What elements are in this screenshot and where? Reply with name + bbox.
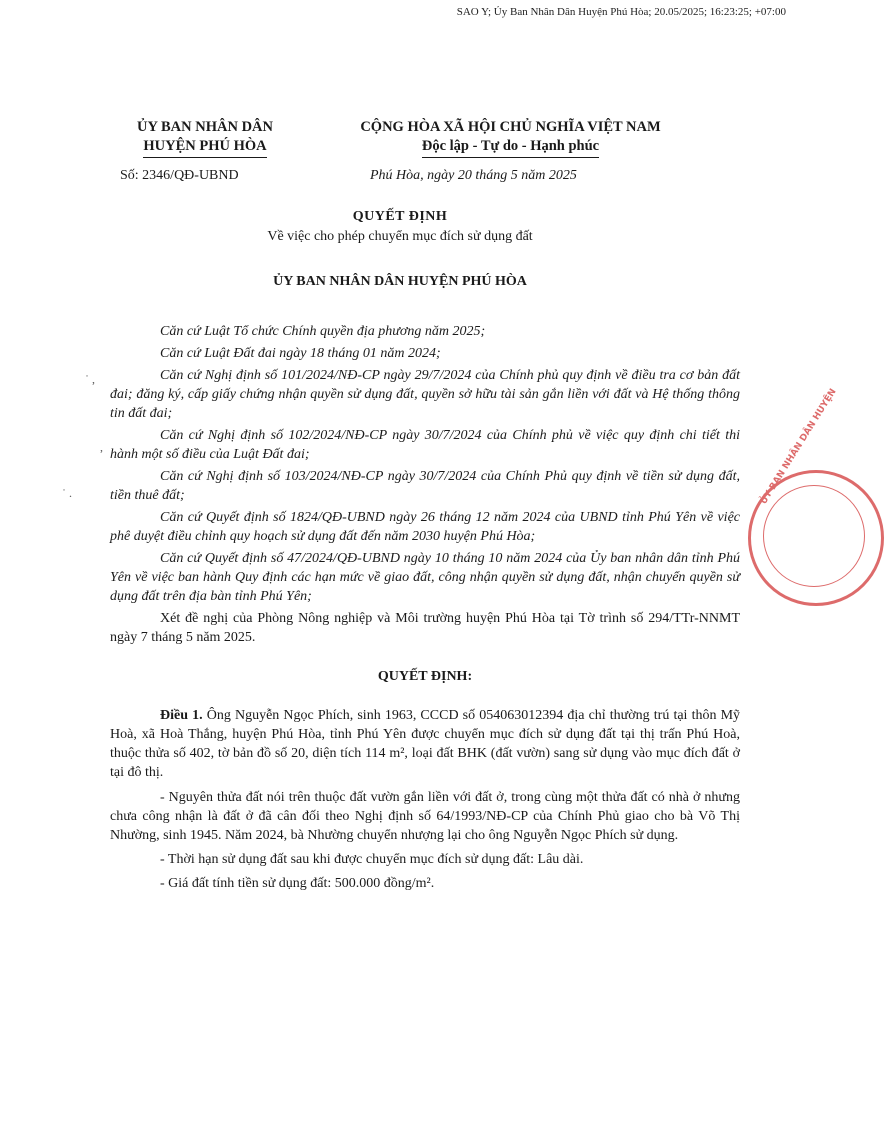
issuing-authority: ỦY BAN NHÂN DÂN HUYỆN PHÚ HÒA: [273, 274, 527, 289]
national-title: [318, 118, 703, 158]
article-bullet: - Thời hạn sử dụng đất sau khi được chuyển mục đích sử dụng đất: Lâu dài.: [160, 852, 584, 867]
legal-basis: Căn cứ Luật Đất đai ngày 18 tháng 01 năm 2024;: [160, 346, 441, 361]
document-number: Số: 2346/QĐ-UBND: [120, 168, 239, 183]
place-date: Phú Hòa, ngày 20 tháng 5 năm 2025: [370, 168, 577, 183]
document-title: QUYẾT ĐỊNH: [352, 209, 448, 224]
article-1-text: Ông Nguyễn Ngọc Phích, sinh 1963, CCCD số 054063012394 địa chỉ thường trú tại thôn Mỹ Hoà, xã Hoà Thắng, huyện Phú Hòa, tỉnh Phú Yên được chuyển mục đích sử dụng đất tại thị trấn Phú Hoà, thuộc thửa số 402, tờ bản đồ số 20, diện tích 114 m², loại đất BHK (đất vườn) sang sử dụng vào mục đích đất ở tại đô thị.: [110, 708, 741, 780]
org-line-2: HUYỆN PHÚ HÒA: [143, 137, 266, 158]
document-subtitle: Về việc cho phép chuyển mục đích sử dụng đất: [267, 229, 533, 244]
seal-text: ỦY BAN NHÂN DÂN HUYỆN: [759, 387, 839, 507]
red-official-seal: [748, 387, 884, 606]
document-body: [110, 322, 740, 898]
country-name: CỘNG HÒA XÃ HỘI CHỦ NGHĨA VIỆT NAM: [360, 119, 661, 135]
issuing-organization: [105, 118, 305, 158]
margin-mark: ˙ .: [62, 486, 72, 500]
article-1-label: Điều 1.: [160, 708, 203, 723]
org-line-1: ỦY BAN NHÂN DÂN: [136, 119, 273, 135]
digital-copy-stamp: SAO Y; Ủy Ban Nhân Dân Huyện Phú Hòa; 20.05/2025; 16:23:25; +07:00: [456, 6, 786, 18]
article-bullet: - Nguyên thửa đất nói trên thuộc đất vườn gắn liền với đất ở, trong cùng một thửa đất có nhà ở nhưng chưa công nhận là đất ở đã cân đối theo Nghị định số 64/1993/NĐ-CP của Chính Phủ giao cho bà Võ Thị Nhường, sinh 1945. Năm 2024, bà Nhường chuyển nhượng lại cho ông Nguyễn Ngọc Phích sử dụng.: [110, 790, 740, 843]
decision-heading: QUYẾT ĐỊNH:: [377, 669, 473, 684]
legal-basis: Căn cứ Nghị định số 102/2024/NĐ-CP ngày 30/7/2024 của Chính phủ về việc quy định chi tiết thi hành một số điều của Luật Đất đai;: [110, 428, 740, 462]
legal-basis: Căn cứ Nghị định số 101/2024/NĐ-CP ngày 29/7/2024 của Chính phủ quy định về điều tra cơ bản đất đai; đăng ký, cấp giấy chứng nhận quyền sử dụng đất, quyền sở hữu tài sản gắn liền với đất và Hệ thống thông tin đất đai;: [110, 368, 740, 421]
margin-mark: ,: [100, 440, 103, 454]
article-1: [110, 706, 740, 782]
article-bullet: - Giá đất tính tiền sử dụng đất: 500.000 đồng/m².: [160, 876, 435, 891]
legal-basis: Căn cứ Nghị định số 103/2024/NĐ-CP ngày 30/7/2024 của Chính Phủ quy định về tiền sử dụng đất, tiền thuê đất;: [110, 469, 740, 503]
national-motto: Độc lập - Tự do - Hạnh phúc: [422, 137, 599, 158]
margin-mark: ˙ ,: [85, 372, 95, 386]
legal-basis: Căn cứ Quyết định số 47/2024/QĐ-UBND ngày 10 tháng 10 năm 2024 của Ủy ban nhân dân tỉnh Phú Yên về việc ban hành Quy định các hạn mức về giao đất, công nhận quyền sử dụng đất, nhận chuyển quyền sử dụng đất trên địa bàn tỉnh Phú Yên;: [110, 551, 740, 604]
proposal-paragraph: Xét đề nghị của Phòng Nông nghiệp và Môi trường huyện Phú Hòa tại Tờ trình số 294/TTr-NNMT ngày 7 tháng 5 năm 2025.: [110, 611, 740, 645]
legal-basis: Căn cứ Luật Tổ chức Chính quyền địa phương năm 2025;: [160, 324, 486, 339]
legal-basis: Căn cứ Quyết định số 1824/QĐ-UBND ngày 26 tháng 12 năm 2024 của UBND tỉnh Phú Yên về việc phê duyệt điều chỉnh quy hoạch sử dụng đất đến năm 2030 huyện Phú Hòa;: [110, 510, 740, 544]
seal-inner-ring: [763, 485, 865, 587]
